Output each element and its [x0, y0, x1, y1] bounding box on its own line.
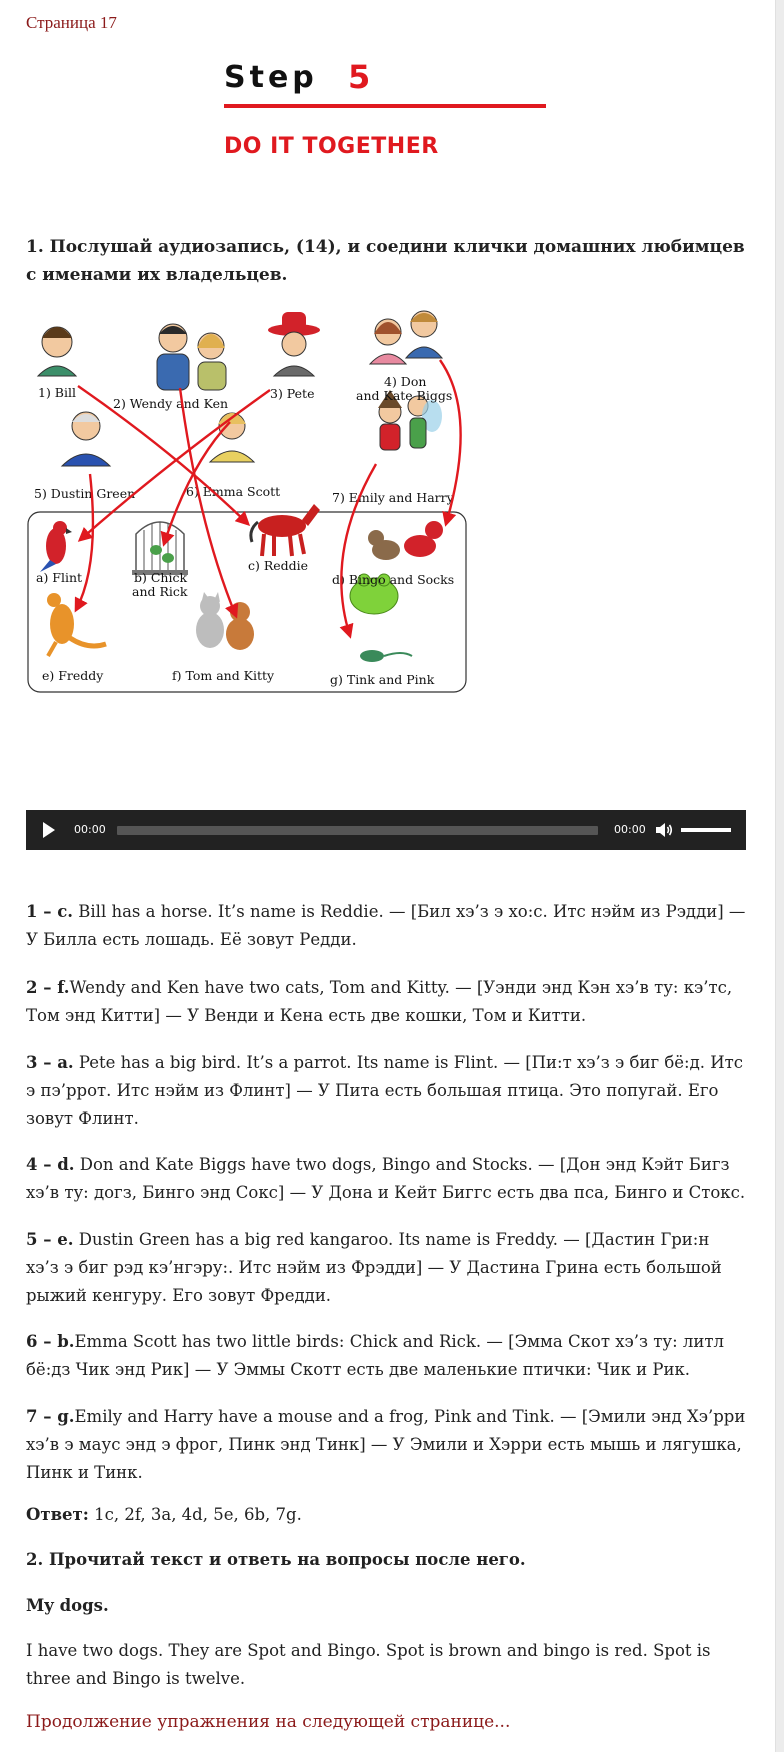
step-banner: [224, 56, 548, 166]
answer-paragraph: [26, 1403, 746, 1487]
answer-text: Don and Kate Biggs have two dogs, Bingo and Stocks. — [Дон энд Кэйт Бигз хэ’в ту: догз, Бинго энд Сокс] — У Дона и Кейт Биггс есть два пса, Бинго и Стокс.: [26, 1155, 746, 1202]
step-word: Step: [224, 60, 318, 95]
answer-summary-value: 1c, 2f, 3a, 4d, 5e, 6b, 7g.: [88, 1505, 302, 1524]
answer-text: Pete has a big bird. It’s a parrot. Its name is Flint. — [Пи:т хэ’з э биг бё:д. Итс э пэ’ррот. Итс нэйм из Флинт] — У Пита есть большая птица. Это попугай. Его зовут Флинт.: [26, 1053, 743, 1128]
answer-summary: [26, 1501, 746, 1529]
answer-text: Emma Scott has two little birds: Chick and Rick. — [Эмма Скот хэ’з ту: литл бё:дз Чик энд Рик] — У Эммы Скотт есть две маленькие птички: Чик и Рик.: [26, 1332, 724, 1379]
text-body: I have two dogs. They are Spot and Bingo. Spot is brown and bingo is red. Spot is three and Bingo is twelve.: [26, 1641, 711, 1688]
task1-heading: 1. Послушай аудиозапись, (14), и соедини клички домашних любимцев с именами их владельцев.: [26, 237, 745, 285]
owner-pete-illustration: [268, 312, 320, 376]
pet-parrot-illustration: [40, 521, 72, 572]
pet-label: c) Reddie: [248, 558, 309, 573]
owner-don-kate-illustration: [370, 311, 442, 364]
answer-text: Wendy and Ken have two cats, Tom and Kitty. — [Уэнди энд Кэн хэ’в ту: кэ’тс, Том энд Китти] — У Венди и Кена есть две кошки, Том и Китти.: [26, 978, 733, 1025]
volume-slider[interactable]: [681, 828, 731, 832]
owner-bill-illustration: [38, 327, 76, 376]
answer-key: 2 – f.: [26, 978, 70, 997]
scrollbar[interactable]: [775, 0, 784, 1752]
pet-label: b) Chick: [134, 570, 188, 585]
answer-key: 5 – e.: [26, 1230, 74, 1249]
pet-label: g) Tink and Pink: [330, 672, 435, 687]
volume-icon[interactable]: [655, 822, 673, 838]
answer-summary-label: Ответ:: [26, 1505, 89, 1524]
answer-text: Dustin Green has a big red kangaroo. Its name is Freddy. — [Дастин Гри:н хэ’з э биг рэд кэ’нгэру:. Итс нэйм из Фрэдди] — У Дастина Грина есть большой рыжий кенгуру. Его зовут Фредди.: [26, 1230, 722, 1305]
task2-heading: 2. Прочитай текст и ответь на вопросы после него.: [26, 1550, 526, 1569]
answer-key: 6 – b.: [26, 1332, 75, 1351]
answer-paragraph: [26, 1226, 746, 1310]
step-number: 5: [348, 58, 371, 96]
pet-dogs-illustration: [368, 521, 443, 560]
pet-frog-mouse-illustration: [350, 574, 412, 662]
pet-birdcage-illustration: [132, 522, 188, 575]
answer-paragraph: [26, 1049, 746, 1133]
answer-key: 1 – c.: [26, 902, 74, 921]
page-link[interactable]: Страница 17: [26, 13, 117, 32]
owner-wendy-ken-illustration: [157, 324, 226, 390]
answer-key: 3 – a.: [26, 1053, 74, 1072]
pet-label: and Rick: [132, 584, 188, 599]
answer-text: Emily and Harry have a mouse and a frog, Pink and Tink. — [Эмили энд Хэ’рри хэ’в э маус энд э фрог, Пинк энд Тинк] — У Эмили и Хэрри есть мышь и лягушка, Пинк и Тинк.: [26, 1407, 746, 1482]
current-time: 00:00: [74, 823, 106, 836]
pet-label: f) Tom and Kitty: [172, 668, 275, 683]
owner-label: 3) Pete: [270, 386, 315, 401]
owner-label: 6) Emma Scott: [186, 484, 281, 499]
play-icon[interactable]: [43, 822, 55, 838]
duration: 00:00: [614, 823, 646, 836]
owner-label: 2) Wendy and Ken: [113, 396, 229, 411]
text-title: My dogs.: [26, 1596, 109, 1615]
owner-label: 1) Bill: [38, 385, 76, 400]
pet-label: e) Freddy: [42, 668, 104, 683]
answer-paragraph: [26, 898, 746, 954]
pet-label: a) Flint: [36, 570, 83, 585]
progress-track[interactable]: [117, 826, 598, 835]
answer-key: 4 – d.: [26, 1155, 75, 1174]
answer-paragraph: [26, 974, 746, 1030]
answer-key: 7 – g.: [26, 1407, 75, 1426]
pet-kangaroo-illustration: [47, 593, 106, 656]
owner-label: 7) Emily and Harry: [332, 490, 454, 505]
answer-text: Bill has a horse. It’s name is Reddie. — [Бил хэ’з э хо:с. Итс нэйм из Рэдди] — У Билла есть лошадь. Её зовут Редди.: [26, 902, 746, 949]
banner-rule: [224, 104, 546, 108]
continue-link[interactable]: Продолжение упражнения на следующей странице...: [26, 1712, 511, 1732]
matching-figure: [26, 304, 526, 740]
pet-cats-illustration: [196, 592, 254, 650]
owner-label: 5) Dustin Green: [34, 486, 136, 501]
answer-paragraph: [26, 1328, 746, 1384]
pet-label: d) Bingo and Socks: [332, 572, 455, 587]
owner-dustin-illustration: [62, 412, 110, 466]
owner-label: 4) Don: [384, 374, 427, 389]
audio-player: [26, 810, 746, 850]
banner-subtitle: DO IT TOGETHER: [224, 134, 439, 159]
answer-paragraph: [26, 1151, 746, 1207]
owner-label: and Kate Biggs: [356, 388, 453, 403]
